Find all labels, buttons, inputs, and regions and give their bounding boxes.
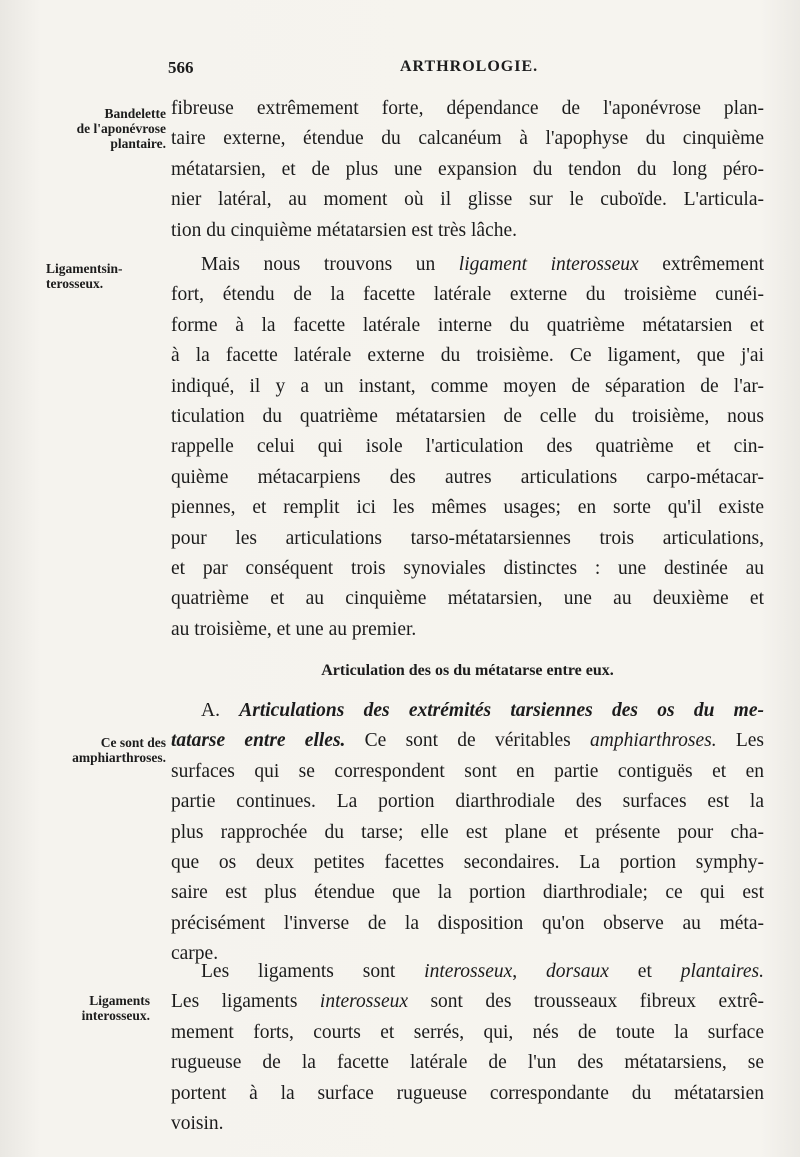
text-line: portent à la surface rugueuse correspondante du métatarsien — [171, 1082, 764, 1104]
text-run: Les ligaments — [171, 991, 320, 1013]
paragraph-2 — [171, 250, 764, 645]
text-run: Les ligaments sont — [201, 961, 425, 982]
text-line: au troisième, et une au premier. — [171, 618, 417, 640]
paragraph-1 — [171, 94, 764, 246]
text-line: à la facette latérale externe du troisième. Ce ligament, que j'ai — [171, 345, 764, 367]
text-run: , — [512, 961, 547, 982]
text-line: mement forts, courts et serrés, qui, nés de toute la surface — [171, 1021, 764, 1043]
text-line: métatarsien, et de plus une expansion du tendon du long péro- — [171, 158, 764, 180]
margin-note-line: Ligaments — [89, 993, 150, 1008]
text-line: surfaces qui se correspondent sont en partie contiguës et en — [171, 760, 764, 782]
page-number: 566 — [168, 58, 194, 77]
italic-term: interosseux — [319, 991, 408, 1013]
text-line: quième métacarpiens des autres articulations carpo-métacar- — [171, 466, 764, 488]
text-line: piennes, et remplit ici les mêmes usages; en sorte qu'il existe — [171, 497, 764, 519]
text-line: carpe. — [171, 943, 219, 965]
text-run: extrêmement — [638, 254, 765, 275]
section-letter: A. — [201, 700, 220, 721]
margin-note-line: Bandelette — [104, 106, 166, 121]
text-line: nier latéral, au moment où il glisse sur le cuboïde. L'articula- — [171, 189, 764, 211]
margin-note-bandelette — [40, 106, 166, 151]
section-title: Articulation des os du métatarse entre eux. — [321, 662, 614, 679]
text-run: et — [608, 961, 681, 982]
page-header — [168, 58, 758, 82]
text-run: sont des trousseaux fibreux extrê- — [408, 991, 764, 1013]
margin-note-line: amphiarthroses. — [72, 750, 166, 765]
margin-note-amphiarthroses — [40, 735, 166, 765]
text-line: plus rapprochée du tarse; elle est plane et présente pour cha- — [171, 821, 764, 843]
text-line — [171, 696, 764, 726]
text-line: rappelle celui qui isole l'articulation des quatrième et cin- — [171, 436, 764, 458]
italic-term: dorsaux — [546, 961, 609, 982]
italic-heading: tatarse entre elles. — [171, 730, 346, 752]
margin-note-line: interosseux. — [81, 1008, 150, 1023]
text-line — [171, 957, 764, 987]
italic-term: amphiarthroses. — [590, 730, 717, 752]
margin-note-line: plantaire. — [110, 136, 166, 151]
italic-term: interosseux — [424, 961, 513, 982]
margin-note-line: de l'aponévrose — [76, 121, 166, 136]
text-line: précisément l'inverse de la disposition qu'on observe au méta- — [171, 912, 764, 934]
text-line: quatrième et au cinquième métatarsien, une au deuxième et — [171, 588, 764, 610]
paragraph-4 — [171, 957, 764, 1139]
italic-term: plantaires. — [680, 961, 765, 982]
paragraph-3 — [171, 696, 764, 970]
text-line: saire est plus étendue que la portion diarthrodiale; ce qui est — [171, 882, 764, 904]
text-line: taire externe, étendue du calcanéum à l'apophyse du cinquième — [171, 128, 764, 150]
margin-note-ligaments-interosseux-2 — [40, 993, 150, 1023]
text-line: fibreuse extrêmement forte, dépendance de l'aponévrose plan- — [171, 98, 764, 119]
text-line: fort, étendu de la facette latérale externe du troisième cunéi- — [171, 284, 764, 306]
text-line: et par conséquent trois synoviales distinctes : une destinée au — [171, 557, 764, 579]
text-line: partie continues. La portion diarthrodiale des surfaces est la — [171, 791, 764, 813]
text-run: Mais nous trouvons un — [201, 254, 459, 275]
text-run: Les — [716, 730, 764, 752]
text-line — [171, 987, 764, 1017]
running-title: ARTHROLOGIE. — [400, 58, 539, 75]
text-line: indiqué, il y a un instant, comme moyen de séparation de l'ar- — [171, 375, 764, 397]
text-line — [171, 250, 764, 280]
text-line: que os deux petites facettes secondaires. La portion symphy- — [171, 851, 764, 873]
margin-note-line: Ce sont des — [100, 735, 166, 750]
margin-note-ligaments-interosseux-1 — [46, 261, 172, 291]
italic-term: ligament interosseux — [458, 254, 639, 275]
text-line: forme à la facette latérale interne du quatrième métatarsien et — [171, 314, 764, 336]
text-line: rugueuse de la facette latérale de l'un des métatarsiens, se — [171, 1052, 764, 1074]
text-line — [171, 726, 764, 756]
text-line: ticulation du quatrième métatarsien de celle du troisième, nous — [171, 405, 764, 427]
text-line: pour les articulations tarso-métatarsiennes trois articulations, — [171, 527, 764, 549]
text-line: voisin. — [171, 1112, 224, 1134]
margin-note-line: Ligamentsin- — [46, 261, 123, 276]
text-run: Ce sont de véritables — [345, 730, 590, 752]
text-line: tion du cinquième métatarsien est très lâche. — [171, 219, 518, 241]
italic-heading: Articulations des extrémités tarsiennes des os du me- — [239, 700, 764, 721]
margin-note-line: terosseux. — [46, 276, 104, 291]
